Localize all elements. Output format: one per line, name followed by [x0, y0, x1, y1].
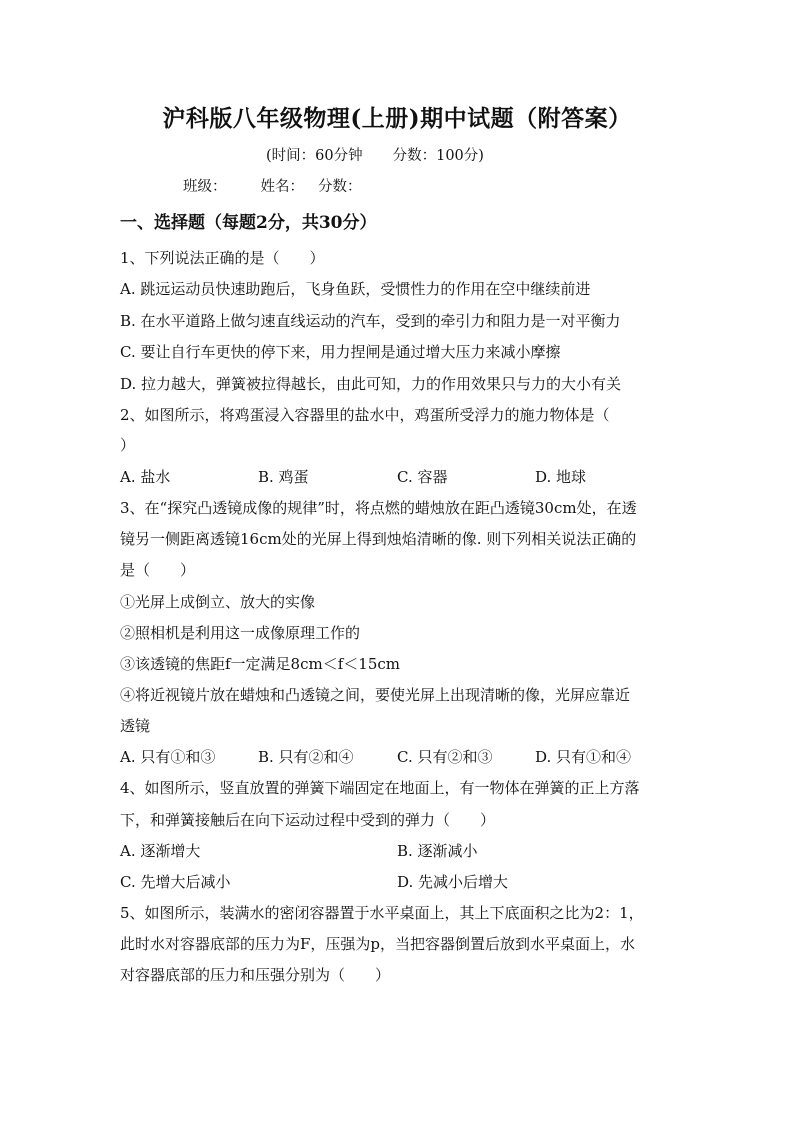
time-limit: (时间：60分钟 [266, 148, 363, 164]
q3-statement-3: ③该透镜的焦距f一定满足8cm＜f＜15cm [120, 655, 400, 673]
q2-option-b: B. 鸡蛋 [258, 468, 309, 486]
q4-options-row2 [120, 871, 508, 892]
q3-stem-line2: 镜另一侧距离透镜16cm处的光屏上得到烛焰清晰的像. 则下列相关说法正确的 [120, 530, 637, 548]
q4-stem-line2: 下，和弹簧接触后在向下运动过程中受到的弹力（ ） [120, 811, 496, 829]
q2-option-d: D. 地球 [535, 468, 587, 486]
points-label: 分数： [318, 179, 362, 195]
exam-meta [266, 144, 484, 165]
q3-option-b: B. 只有②和④ [258, 748, 354, 766]
q1-option-c: C. 要让自行车更快的停下来，用力捏闸是通过增大压力来减小摩擦 [120, 343, 561, 361]
q3-option-a: A. 只有①和③ [120, 748, 216, 766]
q3-option-c: C. 只有②和③ [397, 748, 493, 766]
q4-option-b: B. 逐渐减小 [397, 842, 478, 860]
q2-option-c: C. 容器 [397, 468, 448, 486]
q1-option-b: B. 在水平道路上做匀速直线运动的汽车，受到的牵引力和阻力是一对平衡力 [120, 312, 621, 330]
q3-statement-1: ①光屏上成倒立、放大的实像 [120, 593, 316, 611]
q4-options-row1 [120, 840, 478, 861]
q3-statement-4a: ④将近视镜片放在蜡烛和凸透镜之间，要使光屏上出现清晰的像，光屏应靠近 [120, 686, 631, 704]
total-score: 分数：100分) [392, 148, 484, 164]
q3-option-d: D. 只有①和④ [535, 748, 632, 766]
q1-stem: 1、下列说法正确的是（ ） [120, 249, 325, 267]
q2-option-a: A. 盐水 [120, 468, 171, 486]
q2-options [120, 466, 586, 487]
q3-stem-line3: 是（ ） [120, 561, 196, 579]
class-label: 班级： [183, 179, 227, 195]
q2-stem-line1: 2、如图所示，将鸡蛋浸入容器里的盐水中，鸡蛋所受浮力的施力物体是（ [120, 406, 610, 424]
q3-statement-2: ②照相机是利用这一成像原理工作的 [120, 624, 361, 642]
q5-stem-line2: 此时水对容器底部的压力为F，压强为p，当把容器倒置后放到水平桌面上，水 [120, 935, 636, 953]
q1-option-d: D. 拉力越大，弹簧被拉得越长，由此可知，力的作用效果只与力的大小有关 [120, 375, 622, 393]
q5-stem-line1: 5、如图所示，装满水的密闭容器置于水平桌面上，其上下底面积之比为2：1， [120, 904, 644, 922]
page-title: 沪科版八年级物理(上册)期中试题（附答案） [162, 105, 632, 132]
section-heading: 一、选择题（每题2分，共30分） [120, 213, 377, 233]
name-label: 姓名： [260, 179, 304, 195]
q5-stem-line3: 对容器底部的压力和压强分别为（ ） [120, 966, 391, 984]
q1-option-a: A. 跳远运动员快速助跑后，飞身鱼跃，受惯性力的作用在空中继续前进 [120, 280, 591, 298]
q4-option-a: A. 逐渐增大 [120, 842, 201, 860]
q4-stem-line1: 4、如图所示，竖直放置的弹簧下端固定在地面上，有一物体在弹簧的正上方落 [120, 779, 640, 797]
q3-options [120, 746, 631, 767]
q3-statement-4b: 透镜 [120, 717, 151, 735]
q4-option-c: C. 先增大后减小 [120, 873, 231, 891]
q2-stem-line2: ） [120, 436, 136, 454]
q4-option-d: D. 先减小后增大 [397, 873, 509, 891]
student-info [183, 175, 362, 196]
q3-stem-line1: 3、在“探究凸透镜成像的规律”时，将点燃的蜡烛放在距凸透镜30cm处，在透 [120, 499, 637, 517]
